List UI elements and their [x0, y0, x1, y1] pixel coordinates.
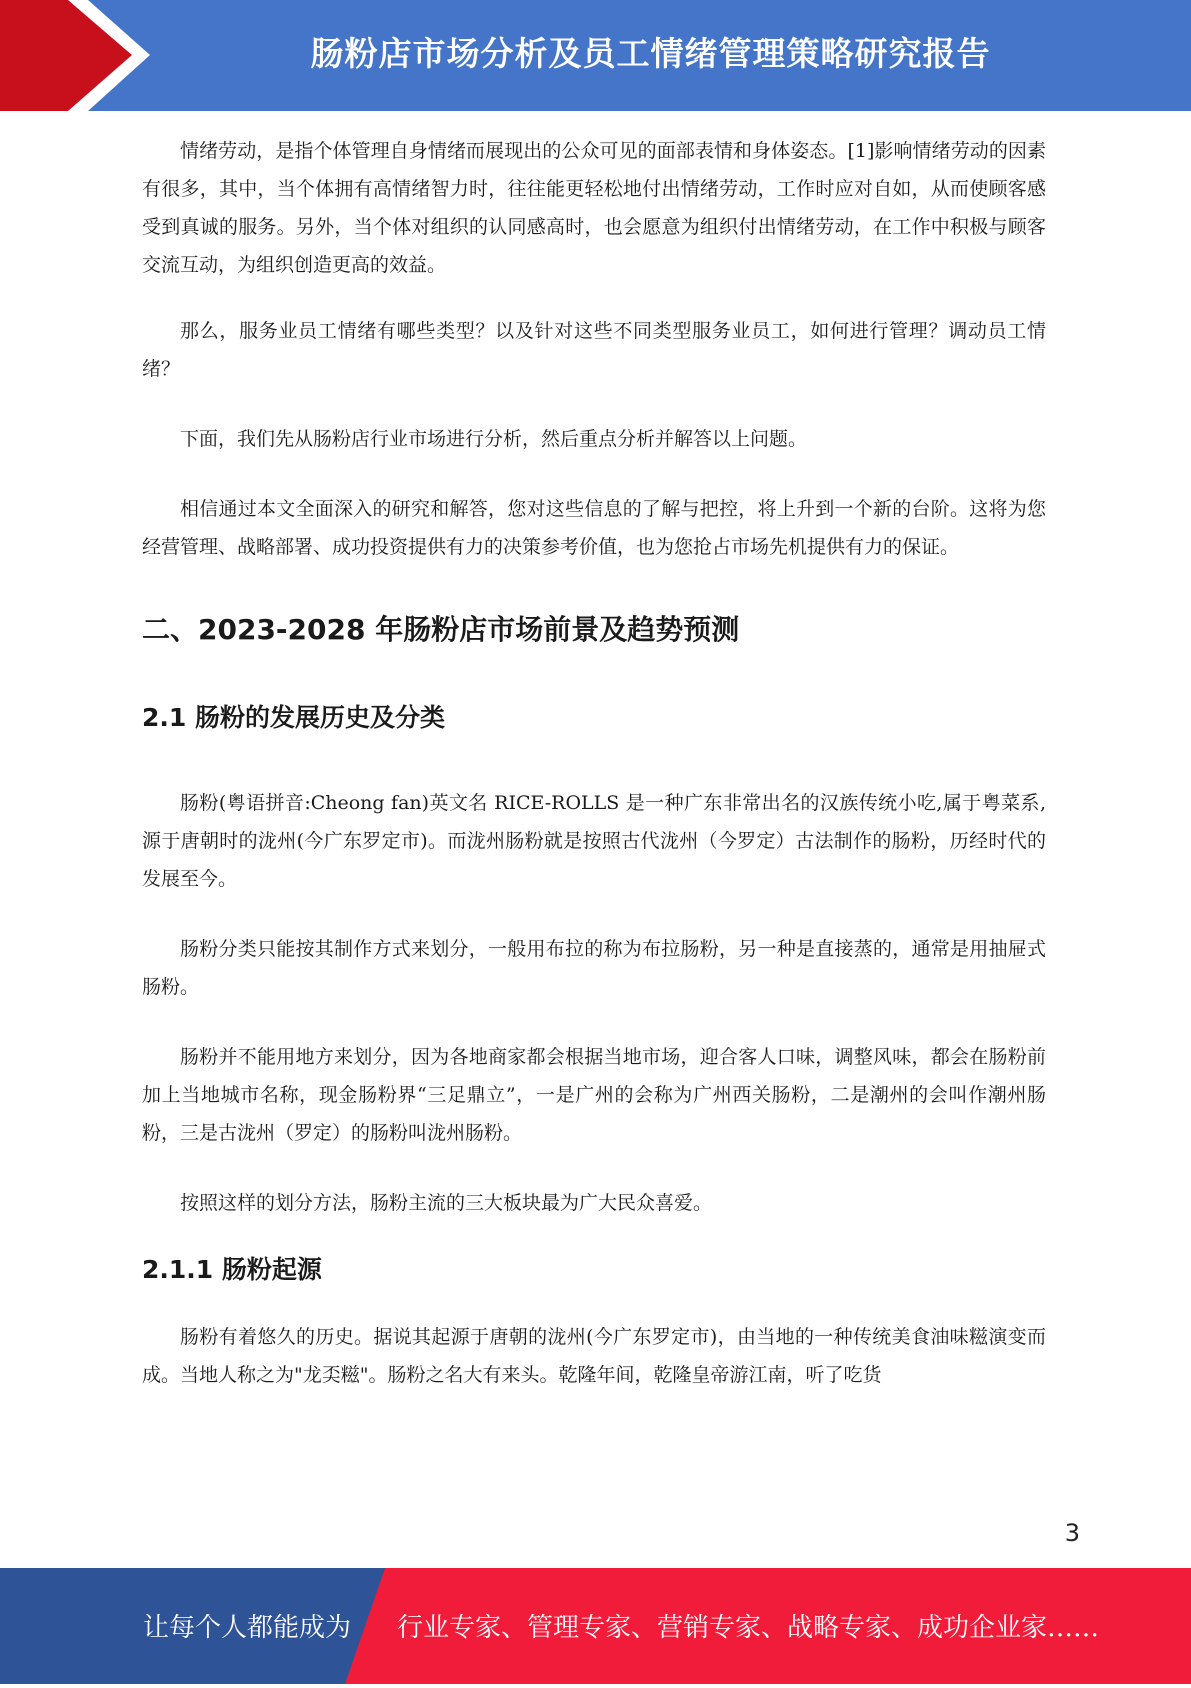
paragraph-emotional-labor: 情绪劳动，是指个体管理自身情绪而展现出的公众可见的面部表情和身体姿态。[1]影响情绪劳动的因素有很多，其中，当个体拥有高情绪智力时，往往能更轻松地付出情绪劳动，工作时应对自如，从而使顾客感受到真诚的服务。另外，当个体对组织的认同感高时，也会愿意为组织付出情绪劳动，在工作中积极与顾客交流互动，为组织创造更高的效益。	[142, 140, 1046, 276]
paragraph-rice-rolls-definition: 肠粉(粤语拼音:Cheong fan)英文名 RICE-ROLLS 是一种广东非常出名的汉族传统小吃,属于粤菜系,源于唐朝时的泷州(今广东罗定市)。而泷州肠粉就是按照古代泷州（今罗定）古法制作的肠粉，历经时代的发展至今。	[142, 792, 1046, 890]
document-body	[142, 132, 1046, 1394]
header-arrow-icon	[0, 0, 132, 111]
subsection-heading-origin: 2.1.1 肠粉起源	[142, 1255, 322, 1284]
footer-slogan-right: 行业专家、管理专家、营销专家、战略专家、成功企业家……	[397, 1613, 1100, 1643]
footer-slogan-left: 让每个人都能成为	[143, 1613, 352, 1643]
paragraph-questions: 那么，服务业员工情绪有哪些类型？以及针对这些不同类型服务业员工，如何进行管理？调动员工情绪？	[142, 320, 1046, 380]
page-number: 3	[1064, 1519, 1080, 1547]
report-title: 肠粉店市场分析及员工情绪管理策略研究报告	[310, 34, 991, 73]
paragraph-classification-method: 肠粉分类只能按其制作方式来划分，一般用布拉的称为布拉肠粉，另一种是直接蒸的，通常是用抽屉式肠粉。	[142, 938, 1046, 998]
page-footer	[0, 1568, 1191, 1684]
paragraph-origin-story: 肠粉有着悠久的历史。据说其起源于唐朝的泷州(今广东罗定市)，由当地的一种传统美食油味糍演变而成。当地人称之为"龙奀糍"。肠粉之名大有来头。乾隆年间，乾隆皇帝游江南，听了吃货	[142, 1326, 1046, 1386]
section-heading: 二、2023-2028 年肠粉店市场前景及趋势预测	[142, 613, 740, 646]
paragraph-three-sectors: 按照这样的划分方法，肠粉主流的三大板块最为广大民众喜爱。	[180, 1192, 713, 1214]
paragraph-regional-styles: 肠粉并不能用地方来划分，因为各地商家都会根据当地市场，迎合客人口味，调整风味，都会在肠粉前加上当地城市名称，现金肠粉界“三足鼎立”，一是广州的会称为广州西关肠粉，二是潮州的会叫作潮州肠粉，三是古泷州（罗定）的肠粉叫泷州肠粉。	[142, 1046, 1046, 1144]
paragraph-intro-analysis: 下面，我们先从肠粉店行业市场进行分析，然后重点分析并解答以上问题。	[180, 428, 808, 450]
subsection-heading-history: 2.1 肠粉的发展历史及分类	[142, 703, 445, 732]
page-header	[0, 0, 1191, 111]
paragraph-value-statement: 相信通过本文全面深入的研究和解答，您对这些信息的了解与把控，将上升到一个新的台阶。这将为您经营管理、战略部署、成功投资提供有力的决策参考价值，也为您抢占市场先机提供有力的保证。	[142, 498, 1046, 558]
